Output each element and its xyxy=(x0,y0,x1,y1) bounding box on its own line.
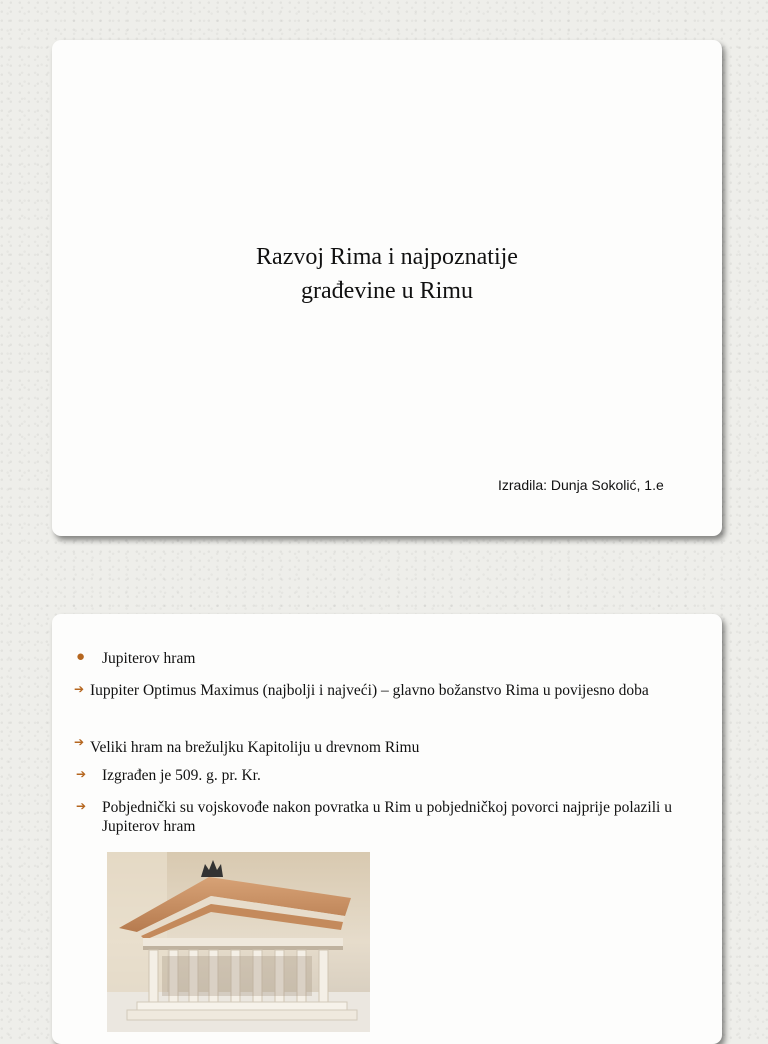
bullet-arrow-icon: ➔ xyxy=(74,682,85,696)
content-slide xyxy=(52,614,722,1044)
bullet-item-heading: Jupiterov hram xyxy=(102,650,196,667)
bullet-arrow-icon: ➔ xyxy=(76,799,87,813)
bullet-item: Izgrađen je 509. g. pr. Kr. xyxy=(102,767,261,784)
title-line-1: Razvoj Rima i najpoznatije xyxy=(256,244,518,270)
bullet-item: Veliki hram na brežuljku Kapitoliju u drevnom Rimu xyxy=(90,739,420,756)
title-slide xyxy=(52,40,722,536)
temple-model-photo xyxy=(107,852,370,1032)
bullet-dot-icon: ● xyxy=(76,649,86,665)
slide-title xyxy=(52,240,722,308)
bullet-item: Pobjednički su vojskovođe nakon povratka u Rim u pobjedničkoj povorci najprije polazili u Jupiterov hram xyxy=(102,799,672,835)
author-credit: Izradila: Dunja Sokolić, 1.e xyxy=(498,477,664,493)
title-line-2: građevine u Rimu xyxy=(301,278,473,304)
bullet-arrow-icon: ➔ xyxy=(74,735,85,749)
bullet-item: Iuppiter Optimus Maximus (najbolji i najveći) – glavno božanstvo Rima u povijesno doba xyxy=(90,682,649,699)
bullet-arrow-icon: ➔ xyxy=(76,767,87,781)
